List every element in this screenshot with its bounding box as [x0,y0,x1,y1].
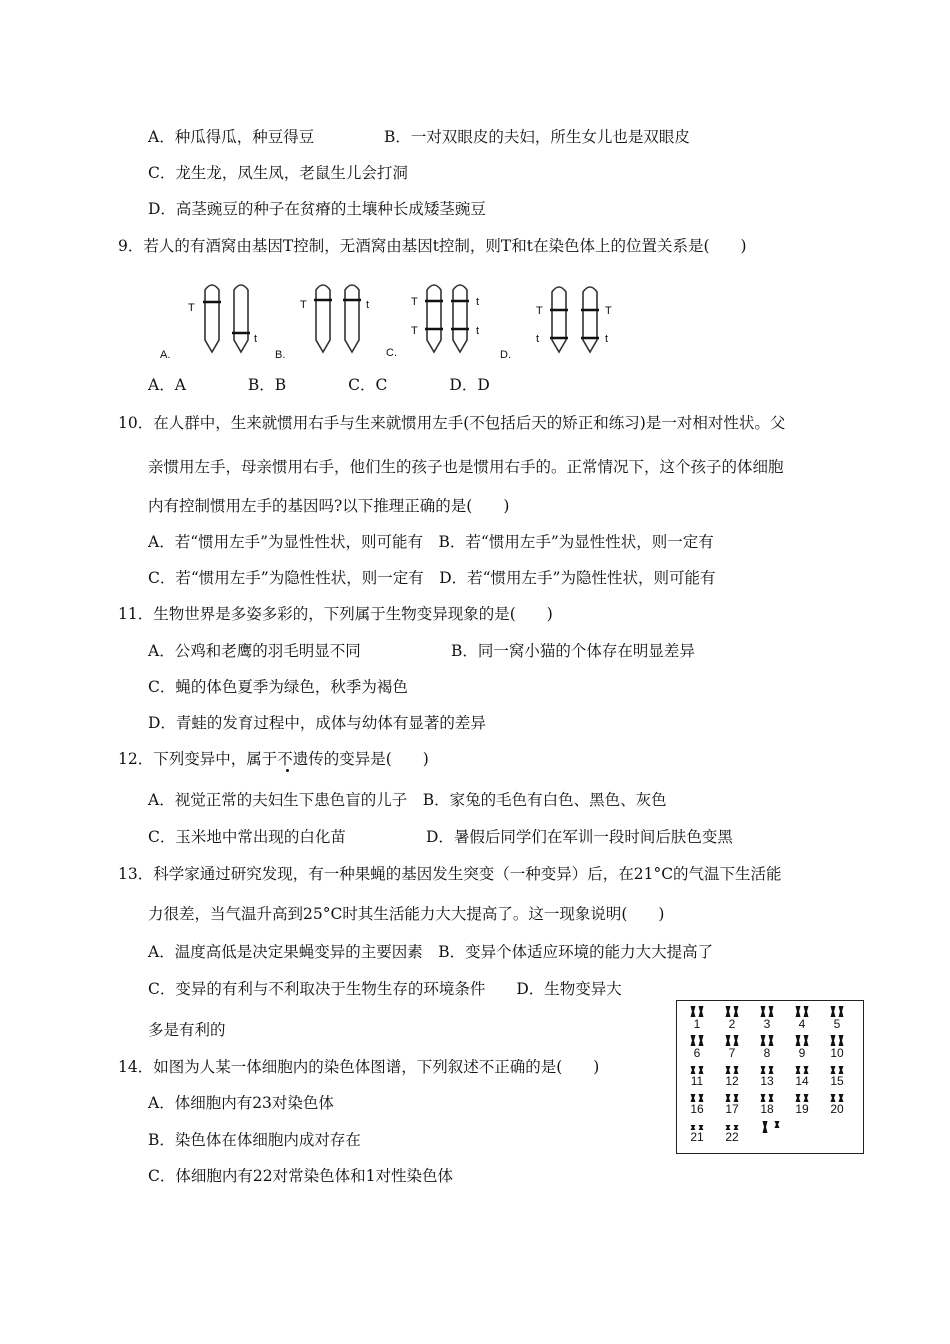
karyotype-number: 15 [830,1074,844,1088]
fig-b-letter: B. [275,349,286,361]
chromosome-pair-18 [760,1094,774,1116]
chromosome-pair-14 [795,1066,809,1088]
karyotype-number: 21 [690,1130,704,1144]
q9-chromosome-figure [150,278,670,370]
fig-c-chromosome-right [453,285,467,352]
fig-d-gene-4: t [605,333,609,345]
q10-stem-line3: 内有控制惯用左手的基因吗?以下推理正确的是( ) [148,497,510,515]
karyotype-number: 3 [763,1017,771,1031]
q8-option-a: A．种瓜得瓜，种豆得豆 [148,128,315,146]
karyotype-number: 11 [690,1074,704,1088]
chromosome-pair-4 [796,1006,809,1031]
chromosome-pair-17 [725,1094,739,1116]
sex-chromosomes [763,1121,780,1133]
q10-options-ab: A．若“惯用左手”为显性性状，则可能有 B．若“惯用左手”为显性性状，则一定有 [148,533,714,551]
chromosome-pair-15 [830,1066,844,1088]
chromosome-pair-9 [796,1035,809,1060]
fig-c-gene-4: t [476,325,480,337]
fig-b-chromosome-right [345,285,359,352]
q12-option-c: C．玉米地中常出现的白化苗 [148,828,346,846]
q13-stem-line1: 13．科学家通过研究发现，有一种果蝇的基因发生突变（一种变异）后，在21°C的气温下生活能 [118,865,782,883]
karyotype-number: 2 [728,1017,736,1031]
fig-c-chromosome-left [427,285,441,352]
fig-a-chromosome-left [205,285,219,352]
q12-option-d: D．暑假后同学们在军训一段时间后肤色变黑 [426,828,733,846]
karyotype-number: 5 [833,1017,841,1031]
karyotype-number: 10 [830,1046,844,1060]
chromosome-pair-10 [830,1035,844,1060]
chromosome-pair-19 [795,1094,809,1116]
fig-b-gene-left: T [300,299,307,311]
q13-options-ab: A．温度高低是决定果蝇变异的主要因素 B．变异个体适应环境的能力大大提高了 [148,943,714,961]
q11-stem: 11．生物世界是多姿多彩的，下列属于生物变异现象的是( ) [118,605,553,623]
karyotype-number: 14 [795,1074,809,1088]
karyotype-number: 17 [725,1102,739,1116]
karyotype-number: 20 [830,1102,844,1116]
q8-option-b: B．一对双眼皮的夫妇，所生女儿也是双眼皮 [384,128,690,146]
q9-stem: 9．若人的有酒窝由基因T控制，无酒窝由基因t控制，则T和t在染色体上的位置关系是( ) [118,237,747,255]
fig-c-letter: C. [386,347,397,359]
fig-d-gene-3: t [536,333,540,345]
chromosome-pair-12 [725,1066,739,1088]
karyotype-number: 4 [798,1017,806,1031]
fig-d-letter: D. [500,349,511,361]
karyotype-figure [676,1000,864,1154]
fig-b-gene-right: t [366,299,370,311]
q11-option-d: D．青蛙的发育过程中，成体与幼体有显著的差异 [148,714,486,732]
q14-stem: 14．如图为人某一体细胞内的染色体图谱，下列叙述不正确的是( ) [118,1058,600,1076]
chromosome-pair-6 [691,1035,704,1060]
q11-option-c: C．蝇的体色夏季为绿色，秋季为褐色 [148,678,408,696]
q14-option-b: B．染色体在体细胞内成对存在 [148,1131,361,1149]
chromosome-pair-3 [761,1006,774,1031]
karyotype-number: 18 [760,1102,774,1116]
fig-c-gene-2: T [411,325,418,337]
q13-option-d-cont: 多是有利的 [148,1021,226,1039]
q14-option-c: C．体细胞内有22对常染色体和1对性染色体 [148,1167,453,1185]
fig-a-gene-right: t [254,333,258,345]
fig-b-chromosome-left [316,285,330,352]
fig-c-gene-3: t [476,296,480,308]
fig-a-chromosome-right [234,285,248,352]
fig-a-gene-left: T [188,302,195,314]
fig-d-gene-1: T [536,305,543,317]
karyotype-number: 16 [690,1102,704,1116]
chromosome-pair-2 [726,1006,739,1031]
chromosome-pair-16 [690,1094,704,1116]
karyotype-number: 13 [760,1074,774,1088]
q11-option-a: A．公鸡和老鹰的羽毛明显不同 [148,642,361,660]
q9-options: A．A B．B C．C D．D [148,376,490,394]
chromosome-pair-21 [690,1125,704,1144]
karyotype-number: 1 [693,1017,701,1031]
q14-option-a: A．体细胞内有23对染色体 [148,1094,334,1112]
chromosome-pair-20 [830,1094,844,1116]
fig-d-chromosome-right [583,287,597,352]
chromosome-pair-11 [691,1066,704,1088]
q8-option-d: D．高茎豌豆的种子在贫瘠的土壤种长成矮茎豌豆 [148,200,486,218]
karyotype-number: 22 [725,1130,739,1144]
q12-options-ab: A．视觉正常的夫妇生下患色盲的儿子 B．家兔的毛色有白色、黑色、灰色 [148,791,667,809]
q10-stem-line1: 10．在人群中，生来就惯用右手与生来就惯用左手(不包括后天的矫正和练习)是一对相对性状。父 [118,414,786,432]
fig-a-letter: A. [160,349,171,361]
q11-option-b: B．同一窝小猫的个体存在明显差异 [451,642,695,660]
chromosome-pair-1 [691,1006,704,1031]
karyotype-number: 8 [763,1046,771,1060]
karyotype-number: 19 [795,1102,809,1116]
emphasis-dot [286,769,289,772]
q10-stem-line2: 亲惯用左手，母亲惯用右手，他们生的孩子也是惯用右手的。正常情况下，这个孩子的体细胞 [148,458,784,476]
chromosome-pair-5 [831,1006,844,1031]
karyotype-number: 7 [728,1046,736,1060]
karyotype-number: 12 [725,1074,739,1088]
q13-options-cd: C．变异的有利与不利取决于生物生存的环境条件 D．生物变异大 [148,980,622,998]
chromosome-pair-8 [761,1035,774,1060]
chromosome-pair-22 [725,1125,739,1144]
karyotype-number: 9 [798,1046,806,1060]
fig-d-chromosome-left [552,287,566,352]
q13-stem-line2: 力很差，当气温升高到25°C时其生活能力大大提高了。这一现象说明( ) [148,905,665,923]
q12-stem: 12．下列变异中，属于不遗传的变异是( ) [118,750,429,768]
chromosome-pair-13 [760,1066,774,1088]
fig-d-gene-2: T [605,305,612,317]
chromosome-pair-7 [726,1035,739,1060]
fig-c-gene-1: T [411,296,418,308]
q8-option-c: C．龙生龙，凤生凤，老鼠生儿会打洞 [148,164,408,182]
karyotype-number: 6 [693,1046,701,1060]
q10-options-cd: C．若“惯用左手”为隐性性状，则一定有 D．若“惯用左手”为隐性性状，则可能有 [148,569,716,587]
